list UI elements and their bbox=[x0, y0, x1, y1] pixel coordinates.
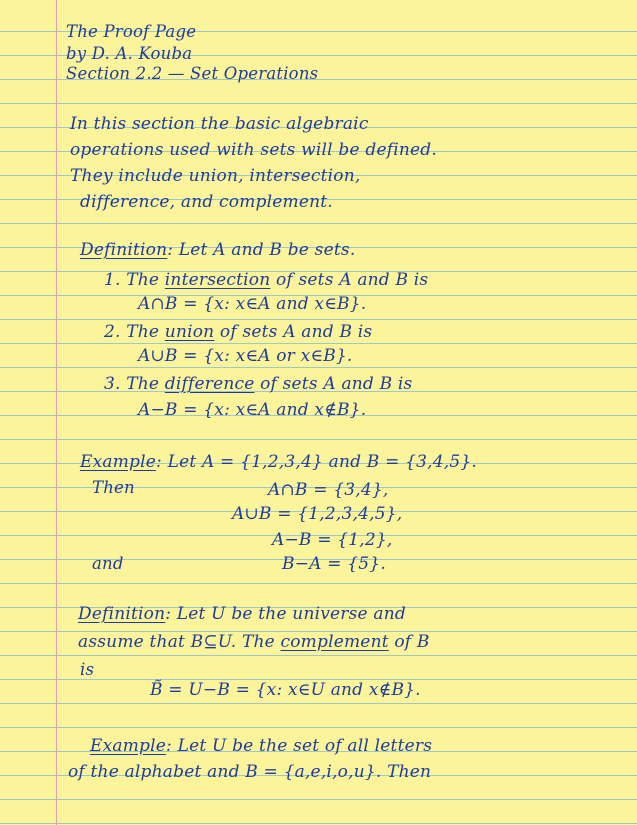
definition-item-1 bbox=[104, 270, 428, 290]
example-result-difference-ba: B−A = {5}. bbox=[282, 554, 386, 574]
definition-heading bbox=[80, 240, 355, 260]
item-term: union bbox=[164, 322, 215, 342]
item-number: 2. bbox=[104, 322, 121, 342]
complement-definition-heading bbox=[78, 604, 406, 624]
definition-lead: : Let U be the universe and bbox=[165, 604, 406, 624]
header-title: The Proof Page bbox=[66, 22, 197, 41]
header-author: by D. A. Kouba bbox=[66, 44, 193, 63]
line-pre: assume that B⊆U. The bbox=[78, 632, 281, 652]
definition-item-2 bbox=[104, 322, 372, 342]
intro-line-2: operations used with sets will be defined. bbox=[70, 140, 437, 160]
complement-definition-line-3: is bbox=[80, 660, 95, 679]
complement-formula: B̃ = U−B = {x: x∈U and x∉B}. bbox=[150, 680, 421, 700]
intro-line-4: difference, and complement. bbox=[80, 192, 333, 212]
item-number: 1. bbox=[104, 270, 121, 290]
intro-line-1: In this section the basic algebraic bbox=[70, 114, 369, 134]
margin-line bbox=[56, 0, 57, 825]
example-result-intersection: A∩B = {3,4}, bbox=[268, 480, 389, 500]
definition-label: Definition bbox=[80, 240, 168, 260]
example-2-line-2: of the alphabet and B = {a,e,i,o,u}. Then bbox=[68, 762, 432, 782]
example-and: and bbox=[92, 554, 124, 573]
item-pre: The bbox=[126, 270, 165, 290]
definition-label: Definition bbox=[78, 604, 166, 624]
item-post: of sets A and B is bbox=[214, 322, 373, 342]
definition-lead: : Let A and B be sets. bbox=[167, 240, 356, 260]
example-lead: : Let U be the set of all letters bbox=[166, 736, 433, 756]
formula-intersection: A∩B = {x: x∈A and x∈B}. bbox=[138, 294, 367, 314]
header-section: Section 2.2 — Set Operations bbox=[66, 64, 319, 83]
formula-difference: A−B = {x: x∈A and x∉B}. bbox=[138, 400, 367, 420]
item-post: of sets A and B is bbox=[254, 374, 413, 394]
example-result-difference-ab: A−B = {1,2}, bbox=[272, 530, 393, 550]
intro-line-3: They include union, intersection, bbox=[70, 166, 361, 186]
formula-union: A∪B = {x: x∈A or x∈B}. bbox=[138, 346, 353, 366]
complement-definition-line-2 bbox=[78, 632, 430, 652]
item-number: 3. bbox=[104, 374, 121, 394]
item-term: intersection bbox=[164, 270, 271, 290]
example-then: Then bbox=[92, 478, 135, 497]
line-post: of B bbox=[388, 632, 430, 652]
example-label: Example bbox=[90, 736, 167, 756]
item-term: difference bbox=[164, 374, 255, 394]
definition-item-3 bbox=[104, 374, 412, 394]
item-pre: The bbox=[126, 374, 165, 394]
item-post: of sets A and B is bbox=[270, 270, 429, 290]
example-2-heading bbox=[90, 736, 432, 756]
example-result-union: A∪B = {1,2,3,4,5}, bbox=[232, 504, 403, 524]
example-lead: : Let A = {1,2,3,4} and B = {3,4,5}. bbox=[156, 452, 478, 472]
example-label: Example bbox=[80, 452, 157, 472]
item-pre: The bbox=[126, 322, 165, 342]
example-heading bbox=[80, 452, 477, 472]
complement-term: complement bbox=[280, 632, 389, 652]
